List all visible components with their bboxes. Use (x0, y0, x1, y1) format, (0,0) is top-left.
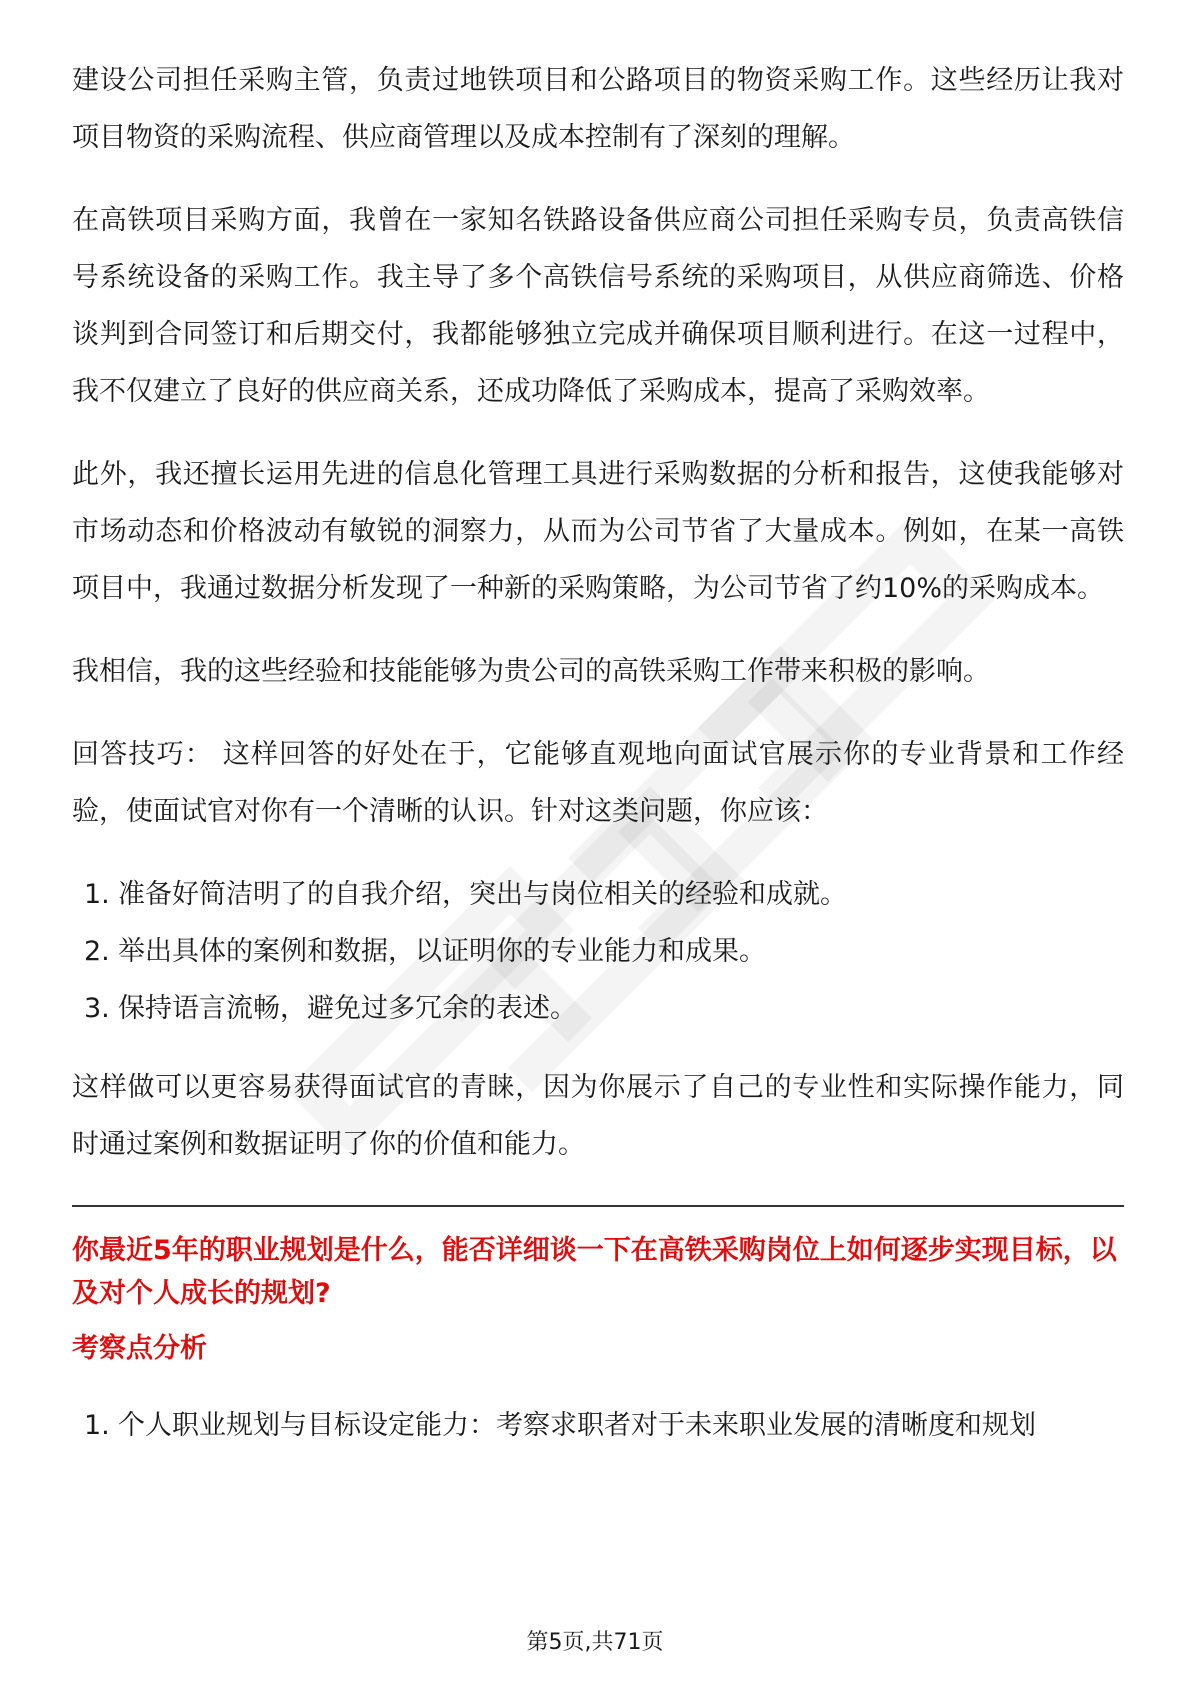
paragraph-answer-tips: 回答技巧： 这样回答的好处在于，它能够直观地向面试官展示你的专业背景和工作经验，使面试官对你有一个清晰的认识。针对这类问题，你应该： (72, 739, 1124, 827)
list-item (72, 923, 1124, 980)
list-text: 举出具体的案例和数据，以证明你的专业能力和成果。 (118, 936, 766, 967)
paragraph-conclusion: 这样做可以更容易获得面试官的青睐，因为你展示了自己的专业性和实际操作能力，同时通过案例和数据证明了你的价值和能力。 (72, 1072, 1124, 1160)
paragraph-experience: 建设公司担任采购主管，负责过地铁项目和公路项目的物资采购工作。这些经历让我对项目物资的采购流程、供应商管理以及成本控制有了深刻的理解。 (72, 65, 1124, 153)
paragraph-high-speed-rail: 在高铁项目采购方面，我曾在一家知名铁路设备供应商公司担任采购专员，负责高铁信号系统设备的采购工作。我主导了多个高铁信号系统的采购项目，从供应商筛选、价格谈判到合同签订和后期交付，我都能够独立完成并确保项目顺利进行。在这一过程中，我不仅建立了良好的供应商关系，还成功降低了采购成本，提高了采购效率。 (72, 205, 1124, 407)
paragraph-data-analysis: 此外，我还擅长运用先进的信息化管理工具进行采购数据的分析和报告，这使我能够对市场动态和价格波动有敏锐的洞察力，从而为公司节省了大量成本。例如，在某一高铁项目中，我通过数据分析发现了一种新的采购策略，为公司节省了约10%的采购成本。 (72, 459, 1124, 604)
list-number: 2. (84, 936, 110, 967)
list-number: 3. (84, 993, 110, 1024)
list-item (72, 980, 1124, 1037)
analysis-list (72, 1397, 1124, 1454)
list-text: 个人职业规划与目标设定能力：考察求职者对于未来职业发展的清晰度和规划 (118, 1410, 1036, 1441)
list-item (72, 866, 1124, 923)
list-number: 1. (84, 1410, 110, 1441)
list-text: 准备好简洁明了的自我介绍，突出与岗位相关的经验和成就。 (118, 879, 847, 910)
analysis-heading: 考察点分析 (72, 1333, 207, 1364)
interview-question: 你最近5年的职业规划是什么，能否详细谈一下在高铁采购岗位上如何逐步实现目标，以及对个人成长的规划? (72, 1235, 1117, 1309)
main-content (72, 52, 1124, 1454)
paragraph-belief: 我相信，我的这些经验和技能能够为贵公司的高铁采购工作带来积极的影响。 (72, 656, 990, 687)
list-text: 保持语言流畅，避免过多冗余的表述。 (118, 993, 577, 1024)
tips-list (72, 866, 1124, 1037)
list-number: 1. (84, 879, 110, 910)
page-number: 第5页,共71页 (526, 1630, 664, 1655)
list-item (72, 1397, 1124, 1454)
section-divider (72, 1205, 1124, 1207)
